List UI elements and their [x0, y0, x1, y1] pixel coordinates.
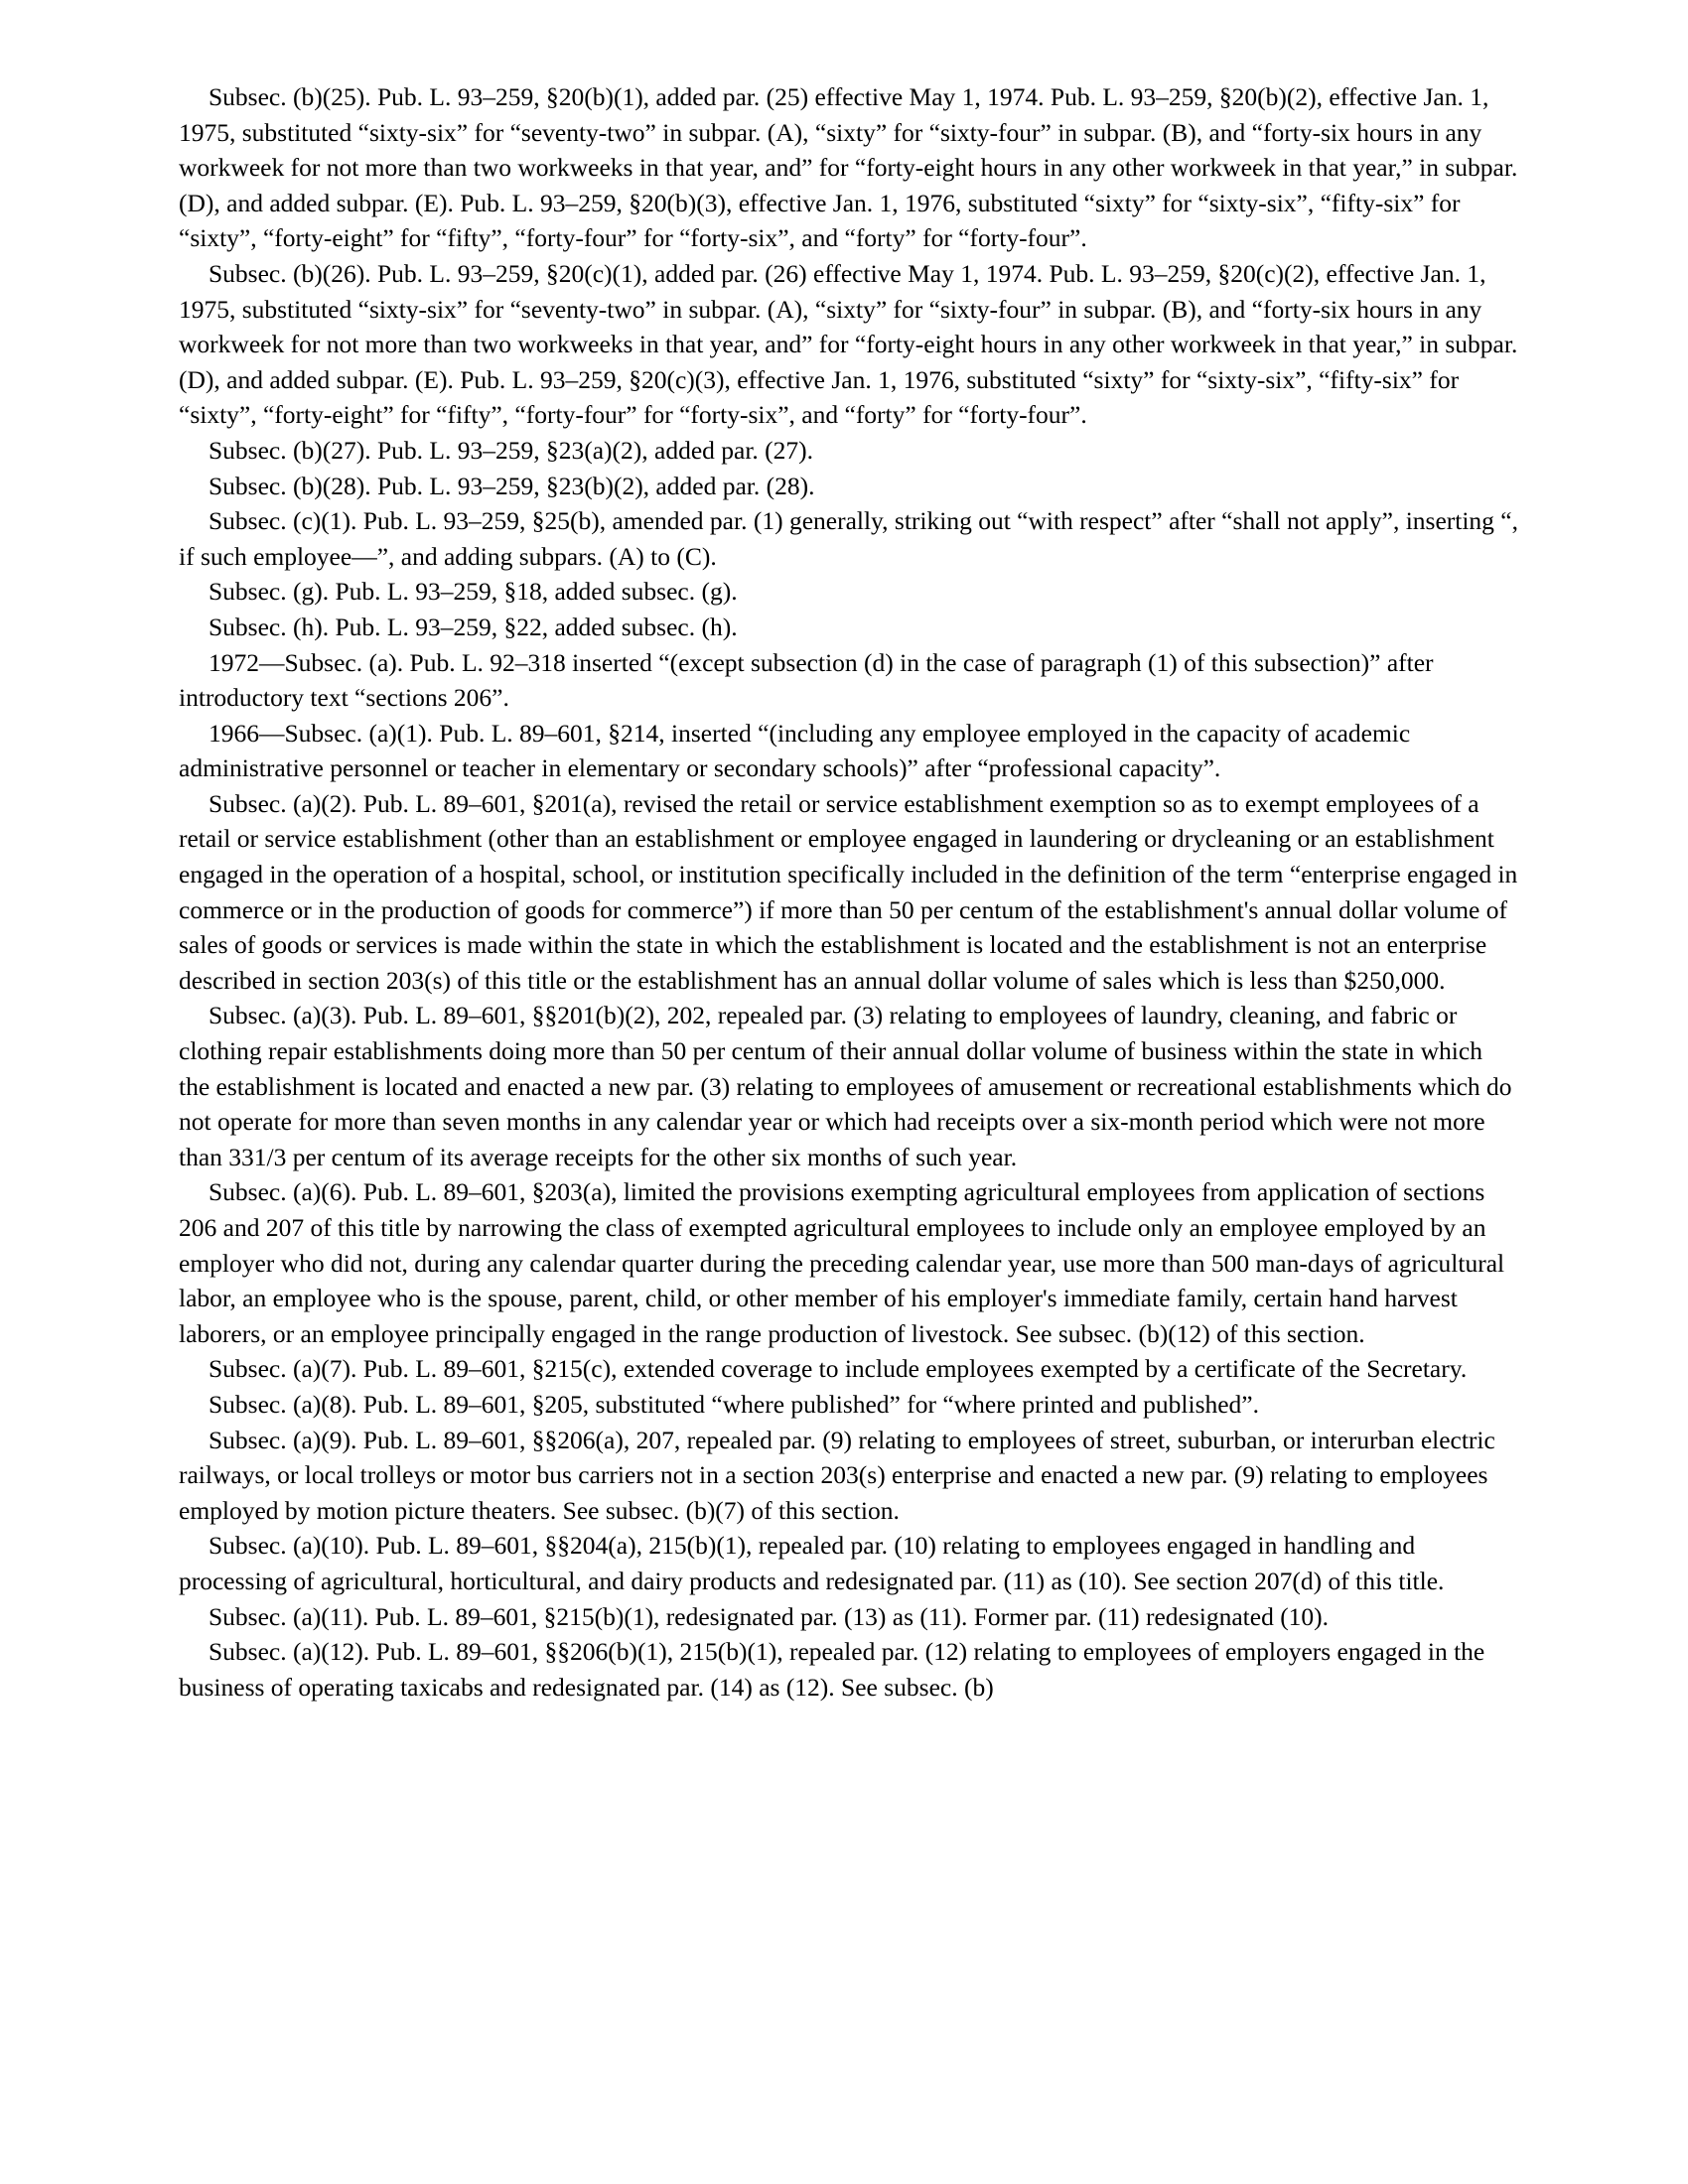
paragraph-b26: Subsec. (b)(26). Pub. L. 93–259, §20(c)(1), added par. (26) effective May 1, 1974. Pub. L. 93–259, §20(c)(2), effective Jan. 1, 1975, substituted “sixty-six” for “seventy-two” in subpar. (A), “sixty” for “sixty-four” in subpar. (B), and “forty-six hours in any workweek for not more than two workweeks in that year, and” for “forty-eight hours in any other workweek in that year,” in subpar. (D), and added subpar. (E). Pub. L. 93–259, §20(c)(3), effective Jan. 1, 1976, substituted “sixty” for “sixty-six”, “fifty-six” for “sixty”, “forty-eight” for “fifty”, “forty-four” for “forty-six”, and “forty” for “forty-four”. [179, 258, 1518, 430]
paragraph-a3: Subsec. (a)(3). Pub. L. 89–601, §§201(b)(2), 202, repealed par. (3) relating to employees of laundry, cleaning, and fabric or clothing repair establishments doing more than 50 per centum of their annual dollar volume of business within the state in which the establishment is located and enacted a new par. (3) relating to employees of amusement or recreational establishments which do not operate for more than seven months in any calendar year or which had receipts over a six-month period which were not more than 331/3 per centum of its average receipts for the other six months of such year. [179, 1001, 1512, 1171]
paragraph-b27: Subsec. (b)(27). Pub. L. 93–259, §23(a)(2), added par. (27). [209, 435, 814, 465]
paragraph-1972-a: 1972—Subsec. (a). Pub. L. 92–318 inserted “(except subsection (d) in the case of paragraph (1) of this subsection)” after introductory text “sections 206”. [179, 647, 1434, 713]
paragraph-b25: Subsec. (b)(25). Pub. L. 93–259, §20(b)(1), added par. (25) effective May 1, 1974. Pub. L. 93–259, §20(b)(2), effective Jan. 1, 1975, substituted “sixty-six” for “seventy-two” in subpar. (A), “sixty” for “sixty-four” in subpar. (B), and “forty-six hours in any workweek for not more than two workweeks in that year, and” for “forty-eight hours in any other workweek in that year,” in subpar. (D), and added subpar. (E). Pub. L. 93–259, §20(b)(3), effective Jan. 1, 1976, substituted “sixty” for “sixty-six”, “fifty-six” for “sixty”, “forty-eight” for “fifty”, “forty-four” for “forty-six”, and “forty” for “forty-four”. [179, 82, 1518, 253]
document-page [179, 79, 1519, 1705]
paragraph-c1: Subsec. (c)(1). Pub. L. 93–259, §25(b), amended par. (1) generally, striking out “with respect” after “shall not apply”, inserting “, if such employee—”, and adding subpars. (A) to (C). [179, 506, 1519, 571]
paragraph-a12: Subsec. (a)(12). Pub. L. 89–601, §§206(b)(1), 215(b)(1), repealed par. (12) relating to employees of employers engaged in the business of operating taxicabs and redesignated par. (14) as (12). See subsec. (b) [179, 1637, 1485, 1702]
paragraph-a7: Subsec. (a)(7). Pub. L. 89–601, §215(c), extended coverage to include employees exempted by a certificate of the Secretary. [209, 1354, 1468, 1384]
paragraph-a9: Subsec. (a)(9). Pub. L. 89–601, §§206(a), 207, repealed par. (9) relating to employees of street, suburban, or interurban electric railways, or local trolleys or motor bus carriers not in a section 203(s) enterprise and enacted a new par. (9) relating to employees employed by motion picture theaters. See subsec. (b)(7) of this section. [179, 1425, 1495, 1525]
paragraph-b28: Subsec. (b)(28). Pub. L. 93–259, §23(b)(2), added par. (28). [209, 471, 815, 500]
paragraph-a2: Subsec. (a)(2). Pub. L. 89–601, §201(a), revised the retail or service establishment exemption so as to exempt employees of a retail or service establishment (other than an establishment or employee engaged in laundering or drycleaning or an establishment engaged in the operation of a hospital, school, or institution specifically included in the definition of the term “enterprise engaged in commerce or in the production of goods for commerce”) if more than 50 per centum of the establishment's annual dollar volume of sales of goods or services is made within the state in which the establishment is located and the establishment is not an enterprise described in section 203(s) of this title or the establishment has an annual dollar volume of sales which is less than $250,000. [179, 788, 1518, 995]
paragraph-1966-a1: 1966—Subsec. (a)(1). Pub. L. 89–601, §214, inserted “(including any employee employed in the capacity of academic administrative personnel or teacher in elementary or secondary schools)” after “professional capacity”. [179, 718, 1411, 783]
paragraph-a6: Subsec. (a)(6). Pub. L. 89–601, §203(a), limited the provisions exempting agricultural employees from application of sections 206 and 207 of this title by narrowing the class of exempted agricultural employees to include only an employee employed by an employer who did not, during any calendar quarter during the preceding calendar year, use more than 500 man-days of agricultural labor, an employee who is the spouse, parent, child, or other member of his employer's immediate family, certain hand harvest laborers, or an employee principally engaged in the range production of livestock. See subsec. (b)(12) of this section. [179, 1177, 1505, 1348]
paragraph-a11: Subsec. (a)(11). Pub. L. 89–601, §215(b)(1), redesignated par. (13) as (11). Former par. (11) redesignated (10). [209, 1601, 1330, 1631]
paragraph-a8: Subsec. (a)(8). Pub. L. 89–601, §205, substituted “where published” for “where printed and published”. [209, 1389, 1260, 1419]
paragraph-a10: Subsec. (a)(10). Pub. L. 89–601, §§204(a), 215(b)(1), repealed par. (10) relating to employees engaged in handling and processing of agricultural, horticultural, and dairy products and redesignated par. (11) as (10). See section 207(d) of this title. [179, 1531, 1445, 1595]
paragraph-h: Subsec. (h). Pub. L. 93–259, §22, added subsec. (h). [209, 612, 738, 641]
paragraph-g: Subsec. (g). Pub. L. 93–259, §18, added subsec. (g). [209, 577, 738, 607]
